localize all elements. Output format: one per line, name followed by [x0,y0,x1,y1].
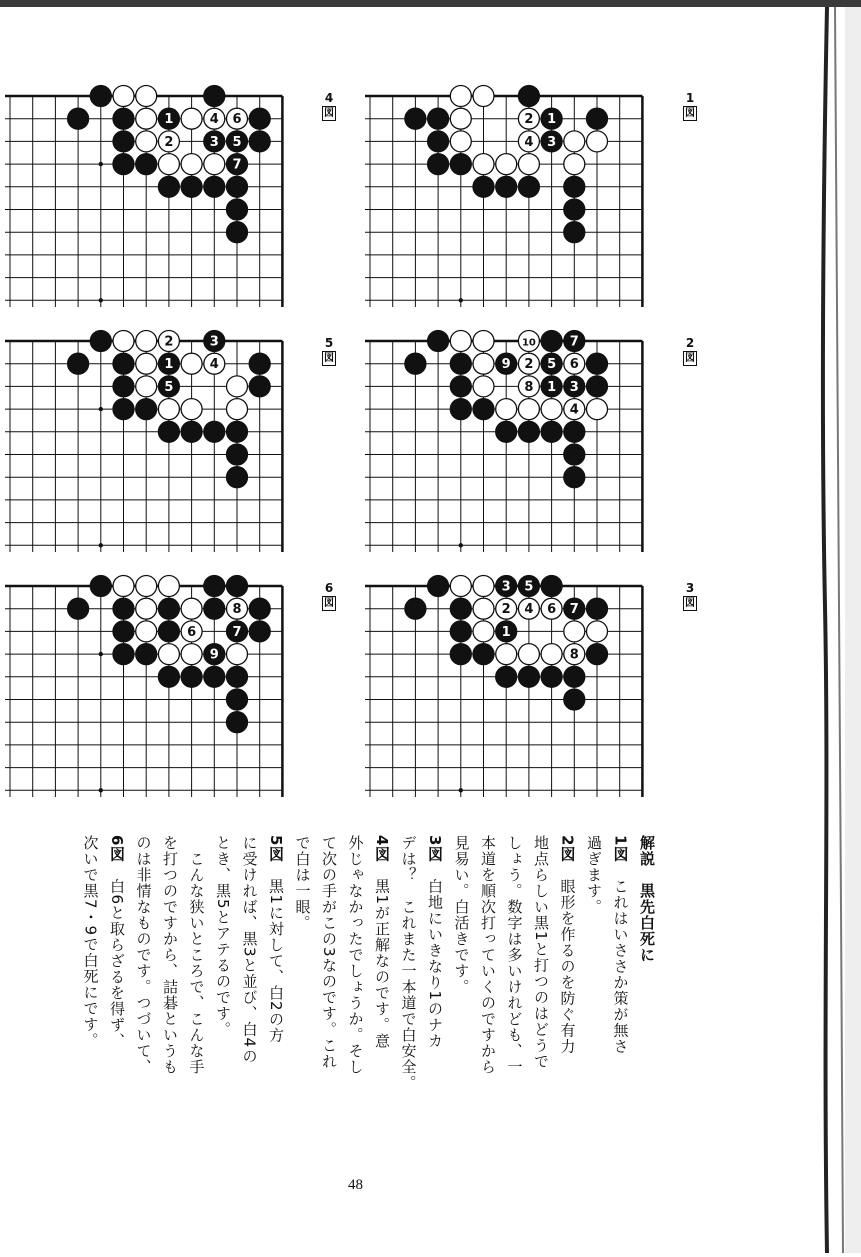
white-stone [227,108,248,129]
black-stone [227,576,248,597]
white-stone [136,598,157,619]
text-body: 本道を順次打っていくのですから [479,835,497,1075]
black-stone [428,331,449,352]
black-stone [564,376,585,397]
text-heading: 6図 [108,835,126,863]
text-column [370,835,394,1049]
black-stone [158,621,179,642]
text-heading: 4図 [373,835,391,863]
text-heading: 1図 [611,835,630,863]
black-stone [587,108,608,129]
black-stone [113,108,134,129]
move-number: 1 [547,379,557,395]
go-diagram-6 [5,572,315,797]
text-body: で白は一眼。 [293,835,312,931]
star-point [99,407,103,411]
black-stone [541,421,562,442]
star-point [459,788,463,792]
white-stone [473,86,494,107]
black-stone [496,621,517,642]
white-stone [158,131,179,152]
move-number: 3 [547,134,557,150]
text-body: 次いで黒7・9で白死にです。 [81,835,100,1049]
white-stone [181,108,202,129]
white-stone [518,331,539,352]
move-number: 9 [209,647,219,663]
text-column [529,835,553,1070]
black-stone [428,154,449,175]
white-stone [113,86,134,107]
black-stone [113,131,134,152]
text-body: 眼形を作るのを防ぐ有力 [558,862,577,1055]
move-number: 2 [164,134,174,150]
white-stone [473,621,494,642]
text-body: 黒1に対して、白2の方 [267,862,285,1044]
black-stone [227,154,248,175]
text-body: 白6と取らざるを得ず、 [108,862,126,1049]
text-column [423,835,447,1049]
white-stone [113,331,134,352]
black-stone [541,666,562,687]
move-number: 2 [524,357,534,373]
black-stone [587,353,608,374]
go-diagram-4 [5,82,315,307]
star-point [99,788,103,792]
black-stone [541,331,562,352]
black-stone [496,576,517,597]
text-body: デは？ これまた一本道で白安全。 [399,835,418,1091]
white-stone [227,376,248,397]
text-column [132,835,156,1075]
white-stone [473,331,494,352]
black-stone [227,222,248,243]
black-stone [450,644,471,665]
text-body: こんな狭いところで、こんな手 [187,835,206,1075]
move-number: 6 [232,112,242,128]
text-body: しょう。数字は多いけれども、一 [505,835,524,1075]
move-number: 5 [232,134,242,150]
white-stone [518,399,539,420]
text-body: のは非情なものです。つづいて、 [134,835,153,1075]
white-stone [473,598,494,619]
text-column [264,835,288,1044]
move-number: 3 [209,134,219,150]
black-stone [90,86,111,107]
white-stone [564,353,585,374]
white-stone [518,108,539,129]
move-number: 1 [164,357,174,373]
book-spine-edge [815,7,861,1253]
black-stone [249,621,270,642]
black-stone [113,154,134,175]
black-stone [450,376,471,397]
black-stone [450,598,471,619]
diagram-label-4: 4 図 [324,91,334,119]
white-stone [181,621,202,642]
star-point [99,543,103,547]
white-stone [158,399,179,420]
black-stone [158,421,179,442]
black-stone [158,598,179,619]
text-body: 外じゃなかったでしょうか。そし [346,835,365,1075]
move-number: 10 [521,337,536,349]
white-stone [518,353,539,374]
black-stone [204,176,225,197]
black-stone [136,154,157,175]
move-number: 7 [569,602,579,618]
black-stone [204,644,225,665]
move-number: 3 [501,579,511,595]
text-body: を打つのですから、詰碁というも [161,835,179,1075]
black-stone [204,666,225,687]
white-stone [227,598,248,619]
black-stone [564,689,585,710]
diagram-label-5: 5 図 [324,336,334,364]
white-stone [450,331,471,352]
black-stone [113,598,134,619]
white-stone [158,154,179,175]
move-number: 6 [547,602,557,618]
move-number: 4 [524,134,534,150]
white-stone [518,376,539,397]
text-body: て次の手がこの3なのです。これ [320,835,338,1070]
text-column [450,835,474,995]
go-diagram-2 [365,327,675,552]
white-stone [473,376,494,397]
text-heading: 解説 黒先白死に [638,835,656,963]
black-stone [496,176,517,197]
text-body: に受ければ、黒3と並び、白4の [240,835,259,1065]
spine-shading [815,7,861,1253]
white-stone [496,399,517,420]
black-stone [496,421,517,442]
text-heading: 3図 [426,835,444,863]
move-number: 3 [209,334,219,350]
white-stone [518,598,539,619]
white-stone [496,154,517,175]
move-number: 1 [501,624,511,640]
black-stone [113,376,134,397]
black-stone [428,108,449,129]
text-column [79,835,103,1048]
move-number: 5 [524,579,534,595]
text-column [105,835,129,1049]
black-stone [564,666,585,687]
white-stone [587,621,608,642]
move-number: 5 [164,379,174,395]
black-stone [564,199,585,220]
white-stone [541,644,562,665]
black-stone [68,353,89,374]
black-stone [496,353,517,374]
white-stone [136,376,157,397]
star-point [459,298,463,302]
white-stone [136,331,157,352]
white-stone [541,399,562,420]
black-stone [68,598,89,619]
book-page [0,7,815,1253]
black-stone [249,108,270,129]
black-stone [158,353,179,374]
black-stone [113,399,134,420]
text-column [158,835,182,1075]
black-stone [249,353,270,374]
text-body: 地点らしい黒1と打つのはどうで [532,835,550,1070]
black-stone [518,666,539,687]
white-stone [136,86,157,107]
black-stone [518,86,539,107]
black-stone [587,376,608,397]
black-stone [90,576,111,597]
white-stone [181,154,202,175]
black-stone [249,131,270,152]
black-stone [473,399,494,420]
move-number: 8 [232,602,242,618]
white-stone [518,154,539,175]
black-stone [564,176,585,197]
text-body: 過ぎます。 [585,835,603,915]
black-stone [204,598,225,619]
black-stone [450,399,471,420]
black-stone [158,176,179,197]
white-stone [450,576,471,597]
black-stone [181,176,202,197]
black-stone [496,666,517,687]
black-stone [541,108,562,129]
black-stone [405,108,426,129]
white-stone [181,353,202,374]
text-column [476,835,500,1075]
black-stone [204,576,225,597]
white-stone [227,399,248,420]
white-stone [158,576,179,597]
move-number: 4 [569,402,579,418]
text-column [317,835,341,1070]
text-body: これはいささか策が無さ [611,862,630,1055]
black-stone [90,331,111,352]
black-stone [518,421,539,442]
white-stone [564,399,585,420]
move-number: 6 [187,624,197,640]
white-stone [450,131,471,152]
black-stone [541,353,562,374]
move-number: 6 [569,357,579,373]
white-stone [587,399,608,420]
black-stone [227,712,248,733]
move-number: 3 [569,379,579,395]
white-stone [136,621,157,642]
white-stone [181,598,202,619]
move-number: 1 [164,112,174,128]
white-stone [204,108,225,129]
diagram-label-2: 2 図 [685,336,695,364]
black-stone [541,131,562,152]
black-stone [113,353,134,374]
text-column [609,835,633,1054]
black-stone [227,467,248,488]
star-point [459,543,463,547]
move-number: 9 [501,357,511,373]
black-stone [473,176,494,197]
black-stone [136,644,157,665]
black-stone [564,467,585,488]
black-stone [564,444,585,465]
white-stone [496,598,517,619]
black-stone [227,199,248,220]
text-column [185,835,209,1075]
black-stone [136,399,157,420]
white-stone [136,131,157,152]
page-number: 48 [348,1177,363,1193]
text-column [556,835,580,1054]
text-body: 見易い。白活きです。 [452,835,471,995]
text-heading: 2図 [558,835,577,863]
white-stone [158,644,179,665]
black-stone [113,621,134,642]
text-heading: 5図 [267,835,285,863]
black-stone [204,421,225,442]
white-stone [518,131,539,152]
move-number: 7 [569,334,579,350]
black-stone [518,176,539,197]
text-body: とき、黒5とアテるのです。 [214,835,232,1038]
white-stone [473,353,494,374]
black-stone [227,621,248,642]
go-diagram-5 [5,327,315,552]
text-column [344,835,368,1075]
black-stone [450,353,471,374]
white-stone [181,644,202,665]
black-stone [428,576,449,597]
diagram-label-3: 3 図 [685,581,695,609]
star-point [99,298,103,302]
white-stone [450,86,471,107]
black-stone [181,421,202,442]
white-stone [564,131,585,152]
white-stone [564,644,585,665]
move-number: 4 [524,602,534,618]
white-stone [564,621,585,642]
move-number: 4 [209,112,219,128]
text-column [503,835,527,1075]
diagram-label-6: 6 図 [324,581,334,609]
text-column [582,835,606,915]
white-stone [204,154,225,175]
star-point [99,162,103,166]
text-column [291,835,315,931]
white-stone [450,108,471,129]
text-body: 白地にいきなり1のナカ [426,862,444,1049]
black-stone [473,644,494,665]
move-number: 2 [164,334,174,350]
white-stone [496,644,517,665]
black-stone [249,598,270,619]
white-stone [136,576,157,597]
move-number: 7 [232,624,242,640]
move-number: 7 [232,157,242,173]
star-point [99,652,103,656]
move-number: 4 [209,357,219,373]
black-stone [204,86,225,107]
black-stone [564,222,585,243]
black-stone [204,131,225,152]
move-number: 1 [547,112,557,128]
go-diagram-3 [365,572,675,797]
white-stone [518,644,539,665]
black-stone [68,108,89,129]
text-column [635,835,659,963]
black-stone [405,598,426,619]
move-number: 2 [501,602,511,618]
viewer-top-bar [0,0,861,7]
text-column [238,835,262,1064]
black-stone [249,376,270,397]
black-stone [564,331,585,352]
text-body: 黒1が正解なのです。意 [373,862,391,1049]
black-stone [450,154,471,175]
black-stone [450,621,471,642]
move-number: 8 [569,647,579,663]
black-stone [541,376,562,397]
move-number: 2 [524,112,534,128]
black-stone [158,108,179,129]
move-number: 5 [547,357,557,373]
diagram-label-1: 1 図 [685,91,695,119]
white-stone [473,576,494,597]
white-stone [136,108,157,129]
black-stone [227,666,248,687]
black-stone [158,376,179,397]
black-stone [518,576,539,597]
black-stone [158,666,179,687]
black-stone [227,176,248,197]
black-stone [405,353,426,374]
black-stone [541,576,562,597]
black-stone [227,131,248,152]
black-stone [113,644,134,665]
black-stone [204,331,225,352]
text-column [397,835,421,1091]
white-stone [181,399,202,420]
move-number: 8 [524,379,534,395]
text-column [211,835,235,1038]
white-stone [227,644,248,665]
white-stone [541,598,562,619]
black-stone [428,131,449,152]
black-stone [587,644,608,665]
white-stone [473,154,494,175]
white-stone [113,576,134,597]
black-stone [181,666,202,687]
white-stone [587,131,608,152]
white-stone [564,154,585,175]
black-stone [227,689,248,710]
black-stone [564,598,585,619]
black-stone [227,444,248,465]
black-stone [227,421,248,442]
black-stone [564,421,585,442]
go-diagram-1 [365,82,675,307]
white-stone [204,353,225,374]
black-stone [587,598,608,619]
white-stone [136,353,157,374]
white-stone [158,331,179,352]
